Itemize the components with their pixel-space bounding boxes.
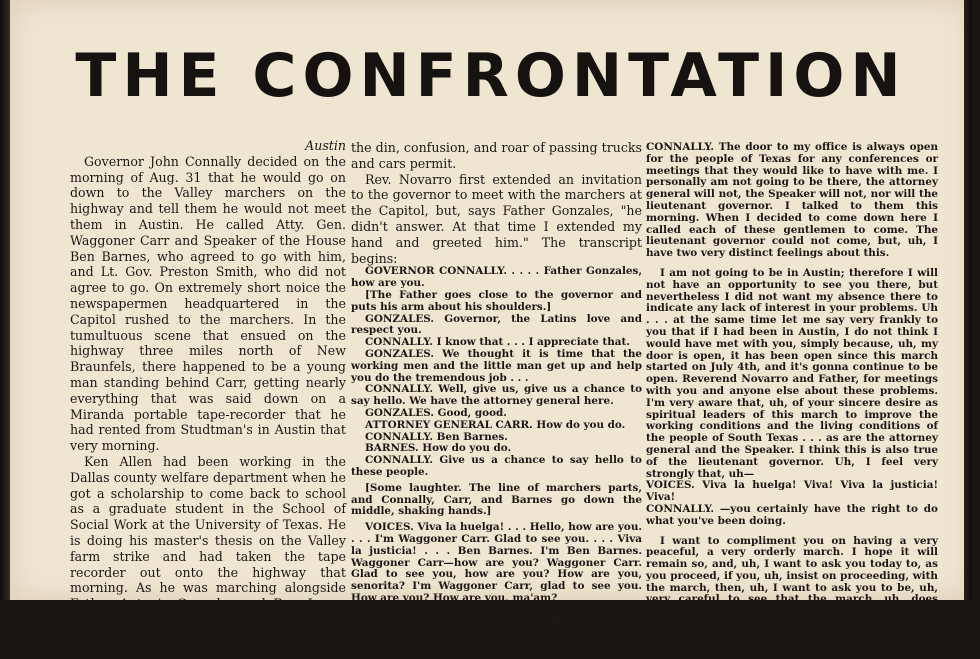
transcript-line: BARNES. How do you do. [365, 442, 512, 455]
transcript-line: VOICES. Viva la huelga! . . . Hello, how are you. . . . I'm Waggoner Carr. Glad to see you. . . . Viva la justicia! . . . Ben Barnes. I'm Ben Barnes. Waggoner Carr—how are you? Waggoner Carr. Glad to see you, how are you? How are you, senorita? I'm Waggoner Carr, glad to see you. How are you? How are you, ma'am? [351, 521, 642, 604]
transcript-line: VOICES. Viva la huelga! Viva! Viva la justicia! Viva! [646, 479, 938, 504]
transcript-line: GONZALES. Good, good. [365, 406, 507, 419]
stage-direction: [A truck passes. Gonzales and Rev. James Novarro are with Connally, Carr and Barnes [351, 603, 642, 628]
paragraph: Ken Allen had been working in the Dallas county welfare department when he got a scholarship to come back to school as a graduate student in the School of Social Work at the University of Texas. He is doing his master's thesis on the Valley farm strike and had taken the tape recorder out onto the highway that morning. As he was marching alongside Father Antonio Gonzales and Rev. James Novarro, interviewing them, reporters arrived saying the governor would be there momen- [70, 453, 346, 659]
stage-direction: [The Father goes close to the governor and puts his arm about his shoulders.] [351, 288, 642, 313]
transcript-line: CONNALLY. —you certainly have the right to do what you've been doing. [646, 502, 938, 527]
paragraph: the din, confusion, and roar of passing trucks and cars permit. [351, 140, 642, 171]
scan-right-edge [964, 0, 972, 600]
transcript-line: CONNALLY. Ben Barnes. [365, 430, 508, 443]
transcript-line: CONNALLY. Give us a chance to say hello to these people. [351, 454, 642, 478]
transcript-line: GONZALES. Governor, the Latins love and respect you. [351, 312, 642, 337]
scan-left-edge [0, 0, 10, 600]
article-column-2 [351, 140, 642, 628]
transcript-line: GONZALES. We thought it is time that the working men and the little man get up and help you do the tremendous job . . . [351, 347, 642, 384]
transcript-line: CONNALLY. Well, give us, give us a chance to say hello. We have the attorney general here. [351, 383, 642, 408]
stage-direction: [Some laughter. The line of marchers parts, and Connally, Carr, and Barnes go down the middle, shaking hands.] [351, 481, 642, 518]
article-column-1 [70, 138, 346, 659]
paragraph: Rev. Novarro first extended an invitation to the governor to meet with the marchers at the Capitol, but, says Father Gonzales, "he didn't answer. At that time I extended my hand and greeted him." The transcript begins: [351, 171, 642, 266]
dateline: Austin [305, 138, 346, 153]
transcript-line: I want to compliment you on having a very peaceful, a very orderly march. I hope it will remain so, and, uh, I want to ask you today to, as you proceed, if you, uh, insist on proceeding, with the march, then, uh, I want to ask you to be, uh, very careful to see that the march, uh, does remain, uh, very orderly. [646, 534, 938, 618]
headline: THE CONFRONTATION [75, 41, 907, 111]
transcript-line: ATTORNEY GENERAL CARR. How do you do. [365, 418, 626, 431]
article-column-3 [646, 141, 938, 618]
paragraph: Governor John Connally decided on the morning of Aug. 31 that he would go on down to the Valley marchers on the highway and tell them he would not meet them in Austin. He called Atty. Gen. Waggoner Carr and Speaker of the House Ben Barnes, who agreed to go with him, and Lt. Gov. Preston Smith, who did not agree to go. On extremely short noice the newspapermen headquartered in the Capitol rushed to the marchers. In the tumultuous scene that ensued on the highway three miles north of New Braunfels, there happened to be a young man standing behind Carr, getting nearly everything that was said down on a Miranda portable tape-recorder that he had rented from Studtman's in Austin that very morning. [70, 153, 346, 454]
newspaper-page [10, 0, 972, 659]
transcript-line: CONNALLY. I know that . . . I appreciate that. [365, 336, 630, 349]
transcript-line: I am not going to be in Austin; therefore I will not have an opportunity to see you there, but nevertheless I did not want my absence there to indicate any lack of interest in your problems. Uh . . . at the same time let me say very frankly to you that if I had been in Austin, I do not think I would have met with you, simply because, uh, my door is open, it has been open since this march started on July 4th, and it's gonna continue to be open. Reverend Novarro and Father, for meetings with you and anyone else about these problems. I'm very aware that, uh, of your sincere desire as spiritual leaders of this march to improve the working conditions and the living conditions of the people of South Texas . . . as are the attorney general and the Speaker. I think this is also true of the lieutenant governor. Uh, I feel very strongly that, uh— [646, 266, 938, 480]
transcript-line: GOVERNOR CONNALLY. . . . . Father Gonzales, how are you. [351, 265, 642, 290]
transcript-line: CONNALLY. The door to my office is always open for the people of Texas for any conferences or meetings that they would like to have with me. I personally am not going to be there, the attorney general will not, the Speaker will not, nor will the lieutenant governor. I talked to them this morning. When I decided to come down here I called each of these gentlemen to come. The lieutenant governor could not come, but, uh, I have two very distinct feelings about this. [646, 141, 938, 260]
